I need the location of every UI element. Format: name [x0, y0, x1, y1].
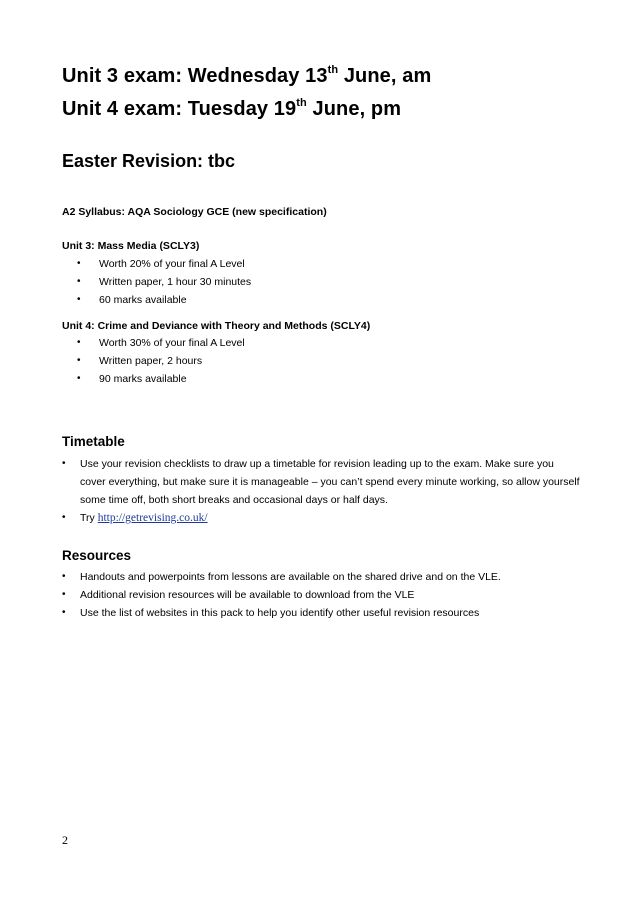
unit4-title: Unit 4: Crime and Deviance with Theory and Methods (SCLY4) — [62, 320, 371, 332]
unit3-exam-text: Unit 3 exam: Wednesday 13 — [62, 65, 328, 87]
unit4-exam-time: June, pm — [306, 98, 402, 120]
unit4-exam-text: Unit 4 exam: Tuesday 19 — [62, 98, 297, 120]
unit3-title: Unit 3: Mass Media (SCLY3) — [62, 240, 200, 252]
list-item-text: Worth 30% of your final A Level — [99, 337, 245, 349]
easter-revision-heading: Easter Revision: tbc — [62, 151, 236, 171]
unit3-exam-time: June, am — [338, 65, 432, 87]
list-item-text: Use the list of websites in this pack to help you identify other useful revision resources — [80, 607, 480, 619]
bullet-icon: • — [62, 571, 66, 582]
bullet-icon: • — [62, 512, 66, 523]
list-item — [0, 568, 580, 586]
getrevising-link[interactable]: http://getrevising.co.uk/ — [97, 512, 208, 524]
bullet-icon: • — [77, 337, 81, 348]
list-item — [0, 604, 580, 622]
unit3-exam-ordinal: th — [327, 64, 339, 76]
list-item-text: 60 marks available — [99, 294, 187, 306]
list-item-text: Handouts and powerpoints from lessons are available on the shared drive and on the VLE. — [80, 571, 501, 583]
list-item — [0, 586, 580, 604]
timetable-heading: Timetable — [62, 434, 125, 449]
bullet-icon: • — [77, 373, 81, 384]
bullet-icon: • — [62, 607, 66, 618]
bullet-icon: • — [62, 458, 66, 469]
page-number: 2 — [62, 833, 68, 847]
list-item-text: Use your revision checklists to draw up a timetable for revision leading up to the exam. Make sure you cover everything, but make sure it is manageable – you can’t spend every minute working, so allow yourself some time off, both short breaks and occasional days or half days. — [80, 458, 580, 506]
resources-list — [0, 568, 580, 622]
list-item-text: Worth 20% of your final A Level — [99, 258, 245, 270]
timetable-list — [0, 455, 580, 527]
list-item-text: 90 marks available — [99, 373, 187, 385]
list-item-text: Written paper, 2 hours — [99, 355, 203, 367]
unit4-exam-ordinal: th — [296, 97, 307, 109]
list-item-text: Written paper, 1 hour 30 minutes — [99, 276, 252, 288]
bullet-icon: • — [77, 355, 81, 366]
list-item — [0, 509, 580, 527]
list-item — [0, 455, 580, 509]
bullet-icon: • — [77, 294, 81, 305]
unit4-exam-heading — [62, 98, 401, 121]
bullet-icon: • — [77, 258, 81, 269]
syllabus-line: A2 Syllabus: AQA Sociology GCE (new specification) — [62, 206, 327, 218]
bullet-icon: • — [62, 589, 66, 600]
list-item-text: Additional revision resources will be available to download from the VLE — [80, 589, 415, 601]
list-item-text — [80, 509, 580, 527]
try-text: Try — [80, 512, 98, 524]
resources-heading: Resources — [62, 548, 132, 563]
unit3-exam-heading — [62, 65, 431, 88]
bullet-icon: • — [77, 276, 81, 287]
